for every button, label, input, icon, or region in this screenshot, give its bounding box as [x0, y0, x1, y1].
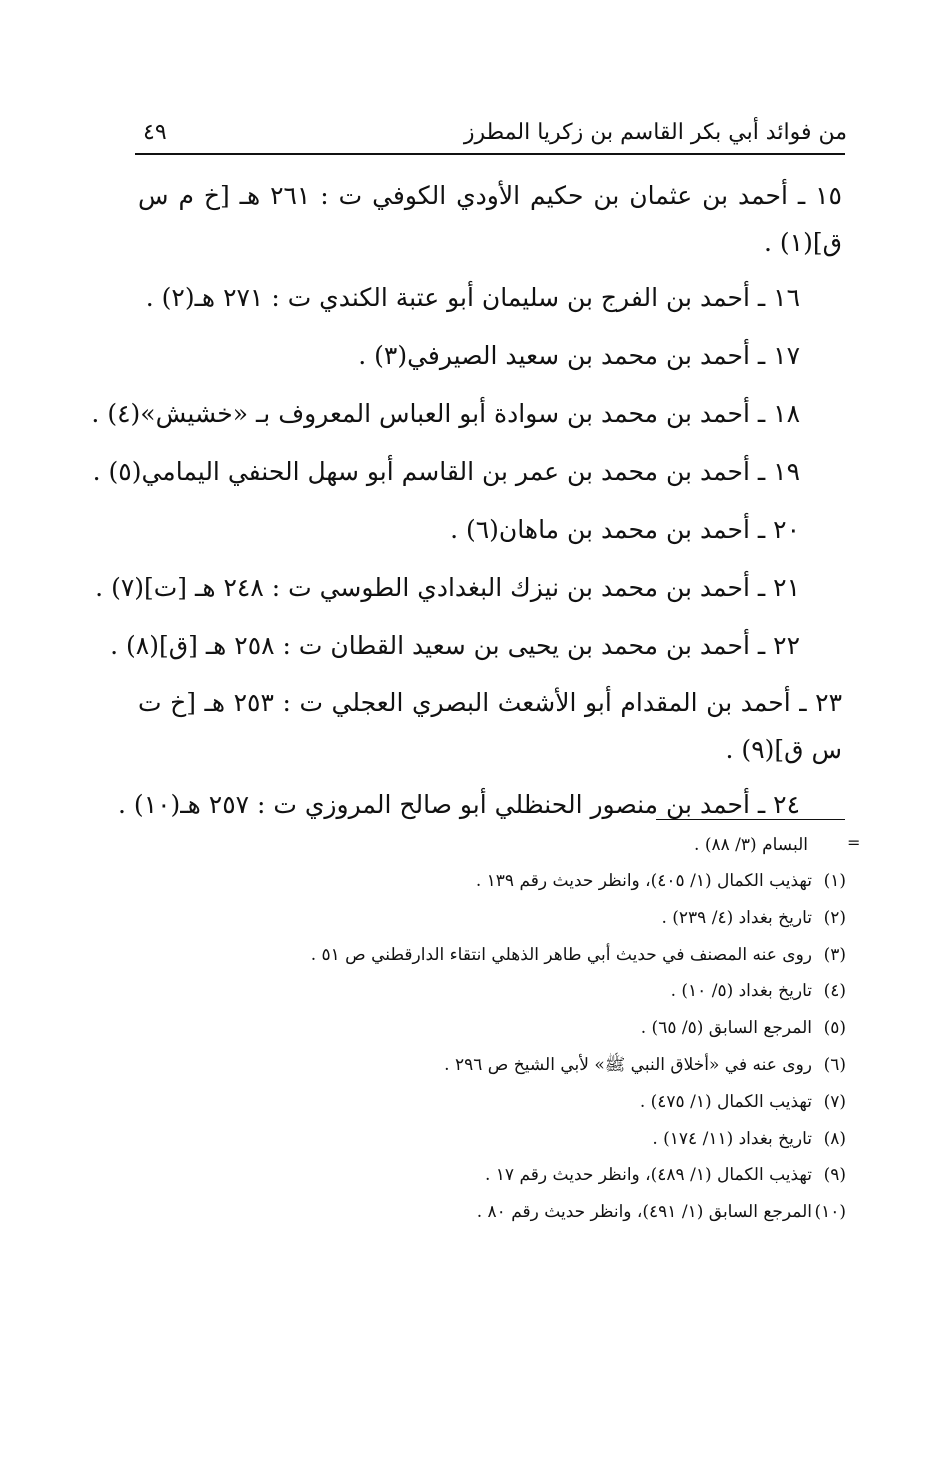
footnote-number: (٢) [823, 907, 846, 928]
footnote-separator [656, 819, 845, 820]
footnote-item [240, 1157, 846, 1194]
narrator-list [91, 172, 842, 829]
list-item: ١٥ ـ أحمد بن عثمان بن حكيم الأودي الكوفي ت : ٢٦١ هـ [خ م س ق](١) . [138, 181, 842, 257]
footnote-text: تاريخ بغداد (٥/ ١٠) . [670, 981, 812, 1002]
footnote-text: المرجع السابق (١/ ٤٩١)، وانظر حديث رقم ٨٠ . [476, 1202, 812, 1223]
footnote-item [240, 1194, 846, 1231]
page-number: ٤٩ [143, 120, 167, 145]
footnote-text: تهذيب الكمال (١/ ٤٨٩)، وانظر حديث رقم ١٧ . [484, 1165, 812, 1186]
footnote-number: (٧) [823, 1091, 846, 1112]
footnote-number: (٩) [823, 1165, 846, 1186]
footnote-text: تاريخ بغداد (١١/ ١٧٤) . [652, 1128, 812, 1149]
footnote-item [240, 863, 846, 900]
continuation-mark: = [847, 833, 861, 852]
footnotes [240, 827, 846, 1231]
footnote-text: تاريخ بغداد (٤/ ٢٣٩) . [661, 907, 812, 928]
footnote-text: تهذيب الكمال (١/ ٤٠٥)، وانظر حديث رقم ١٣٩ . [475, 871, 812, 891]
footnote-number: (١٠) [814, 1202, 846, 1223]
list-item: ٢٣ ـ أحمد بن المقدام أبو الأشعث البصري العجلي ت : ٢٥٣ هـ [خ ت س ق](٩) . [138, 688, 842, 764]
list-item: ١٧ ـ أحمد بن محمد بن سعيد الصيرفي(٣) . [358, 341, 800, 370]
list-item: ١٨ ـ أحمد بن محمد بن سوادة أبو العباس المعروف بـ «خشيش»(٤) . [91, 399, 800, 428]
footnote-number: (٥) [823, 1018, 846, 1039]
list-item: ٢١ ـ أحمد بن محمد بن نيزك البغدادي الطوسي ت : ٢٤٨ هـ [ت](٧) . [95, 573, 800, 602]
footnote-text: المرجع السابق (٥/ ٦٥) . [640, 1018, 812, 1039]
footnote-item [240, 937, 846, 974]
footnote-number: (٤) [823, 981, 846, 1002]
footnote-number: (٨) [823, 1128, 846, 1149]
footnote-item [240, 973, 846, 1010]
footnote-item [240, 1121, 846, 1158]
running-title: من فوائد أبي بكر القاسم بن زكريا المطرز [463, 120, 847, 145]
footnote-number: (٦) [823, 1054, 846, 1075]
list-item: ٢٠ ـ أحمد بن محمد بن ماهان(٦) . [450, 515, 800, 544]
footnote-text: روى عنه المصنف في حديث أبي طاهر الذهلي انتقاء الدارقطني ص ٥١ . [310, 944, 812, 965]
list-item: ٢٢ ـ أحمد بن محمد بن يحيى بن سعيد القطان ت : ٢٥٨ هـ [ق](٨) . [110, 631, 800, 660]
page-header [135, 120, 847, 154]
list-item: ١٩ ـ أحمد بن محمد بن عمر بن القاسم أبو سهل الحنفي اليمامي(٥) . [92, 457, 800, 486]
footnote-number: (١) [823, 871, 846, 891]
footnote-item [240, 1084, 846, 1121]
footnote-item [240, 1010, 846, 1047]
footnote-item [240, 900, 846, 937]
footnote-item [240, 1047, 846, 1084]
list-item: ٢٤ ـ أحمد بن منصور الحنظلي أبو صالح المروزي ت : ٢٥٧ هـ(١٠) . [118, 790, 800, 819]
footnote-text: روى عنه في «أخلاق النبي ﷺ» لأبي الشيخ ص ٢٩٦ . [444, 1054, 812, 1075]
header-rule [135, 153, 845, 155]
footnote-number: (٣) [823, 944, 846, 965]
footnote-continuation: البسام (٣/ ٨٨) . [694, 835, 808, 855]
list-item: ١٦ ـ أحمد بن الفرج بن سليمان أبو عتبة الكندي ت : ٢٧١ هـ(٢) . [145, 283, 800, 312]
footnote-text: تهذيب الكمال (١/ ٤٧٥) . [639, 1091, 812, 1112]
